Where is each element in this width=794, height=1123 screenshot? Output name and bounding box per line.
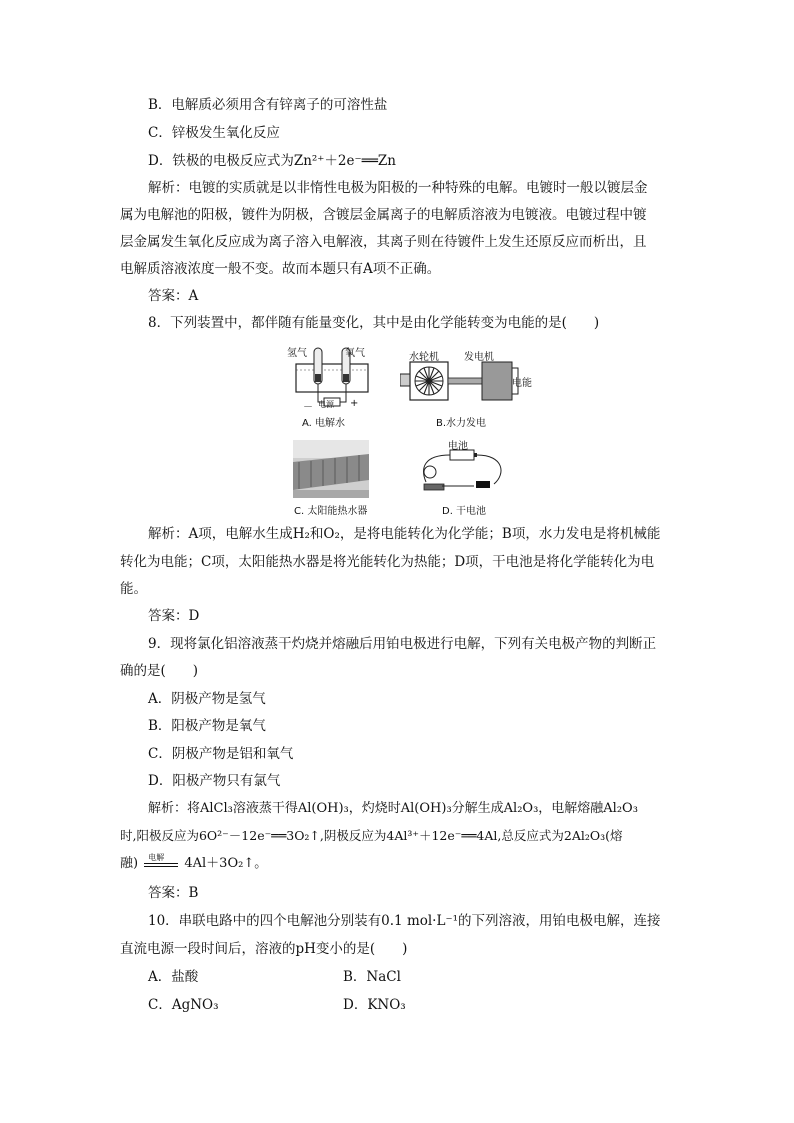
q9-stem-line: 确的是( ) [120, 663, 199, 679]
electric-energy-label: 电能 [512, 378, 532, 389]
turbine-label: 水轮机 [409, 352, 439, 363]
q9-option-b: B．阳极产物是氧气 [148, 718, 266, 734]
q8-answer: 答案：D [148, 608, 200, 624]
q7-analysis-line: 属为电解池的阳极，镀件为阴极，含镀层金属离子的电解质溶液为电镀液。电镀过程中镀 [120, 207, 647, 223]
q9-stem-line: 9．现将氯化铝溶液蒸干灼烧并熔融后用铂电极进行电解，下列有关电极产物的判断正 [148, 636, 657, 652]
q9-option-d: D．阳极产物只有氯气 [148, 773, 281, 789]
q10-option-d: D．KNO₃ [343, 997, 406, 1013]
oxygen-label: 氧气 [345, 348, 365, 359]
q9-answer: 答案：B [148, 885, 199, 901]
figure-c-caption: C. 太阳能热水器 [294, 506, 368, 517]
q8-analysis-line: 解析：A项，电解水生成H₂和O₂，是将电能转化为化学能；B项，水力发电是将机械能 [148, 526, 661, 542]
q7-answer: 答案：A [148, 288, 199, 304]
electrolysis-condition: 电解 [148, 853, 165, 862]
figure-a-caption: A. 电解水 [302, 418, 346, 429]
q10-option-a: A．盐酸 [148, 969, 199, 985]
q8-analysis-line: 能。 [120, 581, 147, 597]
figure-d-caption: D. 干电池 [442, 506, 487, 517]
q8-analysis-line: 转化为电能；C项，太阳能热水器是将光能转化为热能；D项，干电池是将化学能转化为电 [120, 554, 655, 570]
q9-option-c: C．阴极产物是铝和氧气 [148, 746, 294, 762]
q10-option-b: B．NaCl [343, 969, 401, 985]
q9-analysis-line: 时,阳极反应为6O²⁻－12e⁻══3O₂↑,阴极反应为4Al³⁺＋12e⁻══4Al,总反应式为2Al₂O₃(熔 [120, 828, 623, 843]
q10-stem-line: 10．串联电路中的四个电解池分别装有0.1 mol·L⁻¹的下列溶液，用铂电极电解，连接 [148, 913, 661, 929]
figure-b-caption: B.水力发电 [436, 418, 487, 429]
battery-label: 电池 [448, 441, 468, 452]
plus-label: + [350, 398, 359, 409]
power-label: 电源 [318, 400, 334, 409]
q7-analysis-line: 解析：电镀的实质就是以非惰性电极为阳极的一种特殊的电解。电镀时一般以镀层金 [148, 180, 648, 196]
q7-option-c: C．锌极发生氧化反应 [148, 125, 280, 141]
generator-label: 发电机 [464, 352, 494, 363]
minus-label: － [303, 402, 313, 413]
q10-option-c: C．AgNO₃ [148, 997, 219, 1013]
q7-analysis-line: 层金属发生氧化反应成为离子溶入电解液，其离子则在待镀件上发生还原反应而析出，且 [120, 234, 647, 250]
q9-analysis-prefix: 融) [120, 856, 139, 871]
q8-stem: 8．下列装置中，都伴随有能量变化，其中是由化学能转变为电能的是( ) [148, 315, 600, 331]
solar-heater-photo [293, 440, 369, 498]
q7-analysis-line: 电解质溶液浓度一般不变。故而本题只有A项不正确。 [120, 261, 441, 277]
q9-analysis-line: 解析：将AlCl₃溶液蒸干得Al(OH)₃，灼烧时Al(OH)₃分解生成Al₂O₃，电解熔融Al₂O₃ [148, 801, 638, 816]
hydrogen-label: 氢气 [287, 348, 307, 359]
q7-option-d: D．铁极的电极反应式为Zn²⁺＋2e⁻══Zn [148, 153, 396, 169]
q9-analysis-line-3 [120, 855, 267, 873]
q7-option-b: B．电解质必须用含有锌离子的可溶性盐 [148, 97, 388, 113]
q10-stem-line: 直流电源一段时间后，溶液的pH变小的是( ) [120, 941, 408, 957]
electrolysis-condition-arrow [142, 855, 180, 873]
dry-cell-figure [414, 448, 510, 498]
q9-analysis-tail: 4Al＋3O₂↑。 [184, 856, 268, 871]
q9-option-a: A．阴极产物是氢气 [148, 691, 266, 707]
